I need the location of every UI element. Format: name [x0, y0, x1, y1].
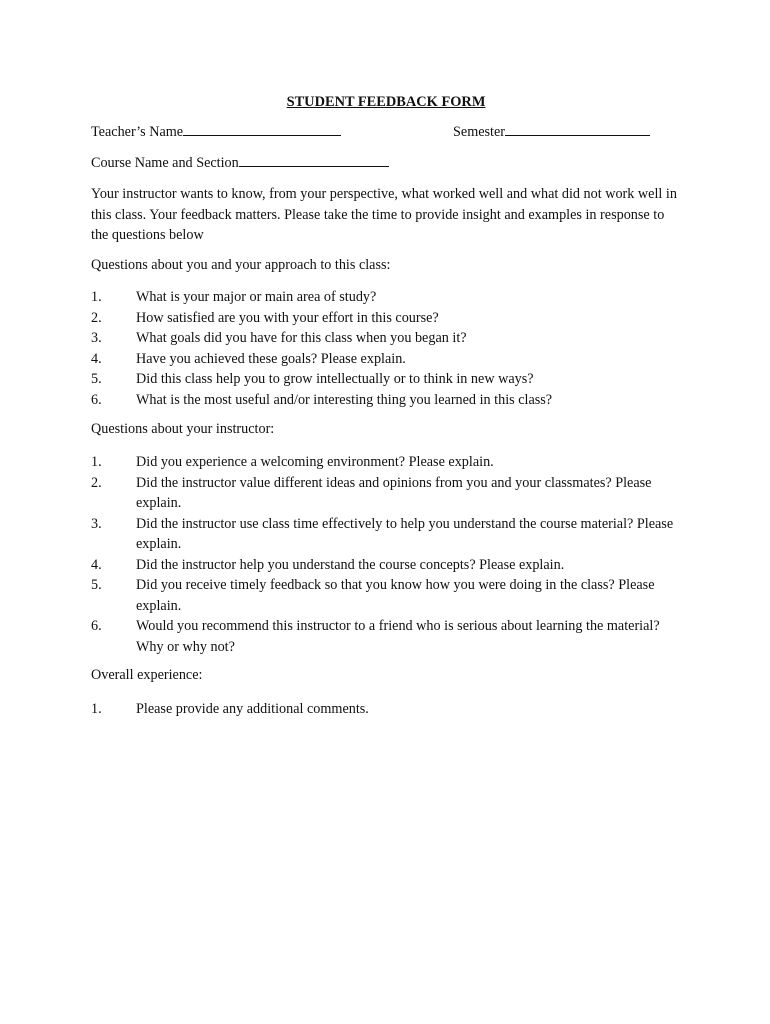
list-item-number: 1.: [91, 289, 102, 305]
form-title: STUDENT FEEDBACK FORM: [286, 94, 486, 110]
list-item: [91, 555, 691, 576]
list-item: [91, 699, 691, 720]
list-item-number: 6.: [91, 391, 102, 408]
section3-heading: Overall experience:: [91, 667, 203, 683]
teacher-name-blank[interactable]: [183, 123, 341, 136]
section3-list: [91, 699, 691, 720]
list-item-question: Please provide any additional comments.: [136, 701, 369, 717]
list-item: [91, 328, 691, 349]
semester-row: [453, 123, 650, 141]
list-item: [91, 390, 691, 411]
section2-list: [91, 452, 691, 657]
list-item: [91, 308, 691, 329]
teacher-name-row: [91, 123, 341, 141]
list-item-number: 1.: [91, 701, 102, 717]
list-item-number: 2.: [91, 474, 102, 491]
list-item-number: 3.: [91, 515, 102, 532]
list-item: [91, 616, 691, 657]
list-item-number: 2.: [91, 309, 102, 326]
list-item-question: Have you achieved these goals? Please explain.: [136, 350, 406, 367]
list-item-question: Would you recommend this instructor to a friend who is serious about learning the material? Why or why not?: [136, 618, 660, 655]
intro-paragraph: Your instructor wants to know, from your perspective, what worked well and what did not work well in this class. Your feedback matters. Please take the time to provide insight and examples in response to the questions below: [91, 186, 677, 244]
list-item: [91, 514, 691, 555]
section2-heading: Questions about your instructor:: [91, 421, 275, 437]
list-item-question: Did this class help you to grow intellectually or to think in new ways?: [136, 371, 534, 387]
list-item: [91, 287, 691, 308]
semester-blank[interactable]: [505, 123, 650, 136]
list-item-question: What is the most useful and/or interesting thing you learned in this class?: [136, 391, 553, 408]
list-item-number: 1.: [91, 454, 102, 470]
list-item: [91, 473, 691, 514]
list-item: [91, 575, 691, 616]
course-row: [91, 154, 389, 172]
list-item-question: What is your major or main area of study?: [136, 289, 377, 305]
list-item-question: Did the instructor use class time effectively to help you understand the course material? Please explain.: [136, 515, 674, 552]
list-item-number: 3.: [91, 330, 102, 346]
course-blank[interactable]: [239, 154, 389, 167]
list-item: [91, 452, 691, 473]
list-item: [91, 349, 691, 370]
list-item-question: Did you experience a welcoming environment? Please explain.: [136, 454, 494, 470]
list-item-number: 5.: [91, 371, 102, 387]
course-label: Course Name and Section: [91, 155, 239, 171]
list-item-number: 4.: [91, 556, 102, 573]
list-item-number: 6.: [91, 618, 102, 634]
list-item-question: Did the instructor value different ideas and opinions from you and your classmates? Please explain.: [136, 474, 652, 511]
list-item-question: How satisfied are you with your effort in this course?: [136, 309, 439, 326]
list-item-question: Did the instructor help you understand the course concepts? Please explain.: [136, 556, 565, 573]
list-item-number: 5.: [91, 577, 102, 593]
teacher-name-label: Teacher’s Name: [91, 124, 184, 140]
list-item-question: What goals did you have for this class when you began it?: [136, 330, 467, 346]
list-item-question: Did you receive timely feedback so that you know how you were doing in the class? Please explain.: [136, 577, 655, 614]
section1-heading: Questions about you and your approach to this class:: [91, 257, 391, 273]
list-item: [91, 369, 691, 390]
semester-label: Semester: [453, 124, 506, 140]
list-item-number: 4.: [91, 350, 102, 367]
section1-list: [91, 287, 691, 410]
